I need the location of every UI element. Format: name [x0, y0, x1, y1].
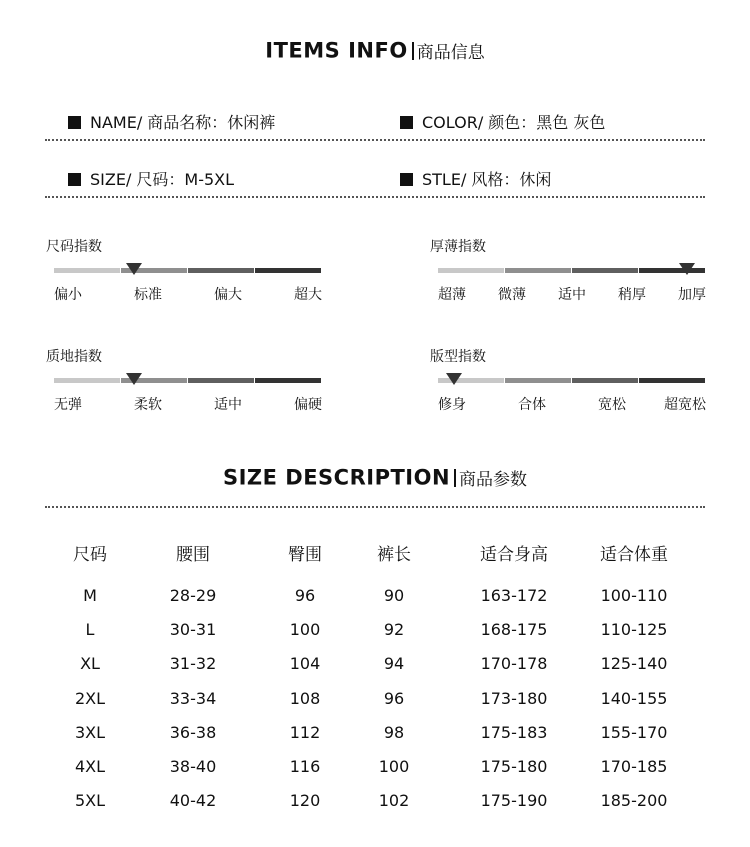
- table-cell: 170-178: [480, 654, 548, 674]
- table-cell: 116: [289, 757, 321, 776]
- texture-index-segment: [255, 378, 321, 383]
- texture-index-label: 适中: [214, 397, 242, 413]
- table-cell: 185-200: [600, 791, 668, 811]
- dotted-divider: [45, 139, 705, 141]
- size-index-track: [54, 268, 322, 273]
- triangle-marker-icon: [446, 373, 462, 385]
- info-name-text: NAME/ 商品名称：休闲裤: [90, 113, 276, 132]
- info-style-text: STLE/ 风格：休闲: [422, 170, 552, 189]
- table-cell: 90: [383, 586, 405, 605]
- table-cell: 40-42: [169, 791, 217, 811]
- thickness-index-label: 稍厚: [618, 287, 646, 303]
- title-divider: [412, 42, 414, 60]
- table-cell: 33-34: [169, 688, 217, 708]
- table-header-cell: 裤长: [377, 545, 411, 565]
- table-cell: 175-190: [480, 791, 548, 811]
- thickness-index-label: 微薄: [498, 287, 526, 303]
- thickness-index-label: 超薄: [438, 287, 466, 303]
- table-cell: 102: [378, 791, 410, 811]
- texture-index-segment: [188, 378, 254, 383]
- size-index-label: 偏小: [54, 287, 82, 303]
- size-description-title-zh: 商品参数: [459, 470, 528, 490]
- bullet-square-icon: [400, 173, 413, 186]
- fit-index-track: [438, 378, 706, 383]
- dotted-divider: [45, 506, 705, 508]
- table-cell: 170-185: [600, 757, 668, 776]
- table-cell: 96: [294, 586, 316, 605]
- table-cell: 96: [383, 688, 405, 708]
- table-cell: 31-32: [169, 654, 217, 674]
- size-index-label: 偏大: [214, 287, 242, 303]
- texture-index-segment: [54, 378, 120, 383]
- table-cell: 173-180: [480, 688, 548, 708]
- table-cell: 5XL: [74, 791, 106, 811]
- table-cell: 92: [383, 620, 405, 640]
- table-cell: 4XL: [74, 757, 106, 776]
- table-cell: 155-170: [600, 722, 668, 742]
- size-index-title: 尺码指数: [46, 239, 102, 255]
- info-name: [68, 110, 275, 133]
- table-cell: 125-140: [600, 654, 668, 674]
- fit-index-label: 超宽松: [664, 397, 706, 413]
- thickness-index-segment: [572, 268, 638, 273]
- info-style: [400, 167, 551, 190]
- table-cell: 30-31: [169, 620, 217, 640]
- table-header-cell: 臀围: [288, 545, 322, 565]
- table-cell: XL: [80, 654, 100, 674]
- table-cell: 36-38: [169, 722, 217, 742]
- thickness-index-label: 适中: [558, 287, 586, 303]
- table-cell: 112: [289, 722, 321, 742]
- table-header-cell: 尺码: [73, 545, 107, 565]
- table-cell: 175-183: [480, 722, 548, 742]
- table-cell: 108: [289, 688, 321, 708]
- table-cell: 100: [378, 757, 410, 776]
- table-cell: 2XL: [74, 688, 106, 708]
- fit-index-title: 版型指数: [430, 349, 486, 365]
- texture-index-label: 无弹: [54, 397, 82, 413]
- table-cell: 28-29: [169, 586, 217, 605]
- fit-index-label: 合体: [518, 397, 546, 413]
- thickness-index-track: [438, 268, 706, 273]
- table-cell: L: [85, 620, 95, 640]
- bullet-square-icon: [400, 116, 413, 129]
- table-cell: 3XL: [74, 722, 106, 742]
- triangle-marker-icon: [126, 263, 142, 275]
- size-index-segment: [188, 268, 254, 273]
- thickness-index-segment: [438, 268, 504, 273]
- info-size-text: SIZE/ 尺码：M-5XL: [90, 170, 235, 189]
- table-cell: 175-180: [480, 757, 548, 776]
- table-cell: 98: [383, 722, 405, 742]
- table-header-cell: 腰围: [176, 545, 210, 565]
- bullet-square-icon: [68, 116, 81, 129]
- size-description-title-en: SIZE DESCRIPTION: [222, 465, 451, 490]
- fit-index-segment: [505, 378, 571, 383]
- items-info-title-zh: 商品信息: [416, 43, 485, 63]
- fit-index-segment: [639, 378, 705, 383]
- size-index-segment: [255, 268, 321, 273]
- fit-index-label: 宽松: [598, 397, 626, 413]
- triangle-marker-icon: [126, 373, 142, 385]
- info-size: [68, 167, 234, 190]
- triangle-marker-icon: [679, 263, 695, 275]
- thickness-index-label: 加厚: [678, 287, 706, 303]
- thickness-index-segment: [505, 268, 571, 273]
- table-cell: 168-175: [480, 620, 548, 640]
- table-cell: 140-155: [600, 688, 668, 708]
- texture-index-title: 质地指数: [46, 349, 102, 365]
- items-info-title-en: ITEMS INFO: [265, 38, 408, 63]
- table-header-cell: 适合身高: [480, 545, 548, 565]
- table-cell: M: [83, 586, 97, 605]
- size-description-title: [0, 465, 750, 490]
- size-index-segment: [54, 268, 120, 273]
- table-cell: 100: [289, 620, 321, 640]
- info-color: [400, 110, 605, 133]
- size-index-label: 标准: [134, 287, 162, 303]
- texture-index-label: 柔软: [134, 397, 162, 413]
- title-divider: [454, 469, 456, 487]
- fit-index-segment: [572, 378, 638, 383]
- table-cell: 120: [289, 791, 321, 811]
- table-cell: 163-172: [480, 586, 548, 605]
- dotted-divider: [45, 196, 705, 198]
- size-index-label: 超大: [294, 287, 322, 303]
- table-cell: 104: [289, 654, 321, 674]
- table-cell: 110-125: [600, 620, 668, 640]
- items-info-title: [0, 38, 750, 63]
- texture-index-label: 偏硬: [294, 397, 322, 413]
- table-cell: 94: [383, 654, 405, 674]
- table-header-cell: 适合体重: [600, 545, 668, 565]
- info-color-text: COLOR/ 颜色：黑色 灰色: [422, 113, 606, 132]
- thickness-index-title: 厚薄指数: [430, 239, 486, 255]
- table-cell: 100-110: [600, 586, 668, 605]
- bullet-square-icon: [68, 173, 81, 186]
- table-cell: 38-40: [169, 757, 217, 776]
- fit-index-label: 修身: [438, 397, 466, 413]
- texture-index-track: [54, 378, 322, 383]
